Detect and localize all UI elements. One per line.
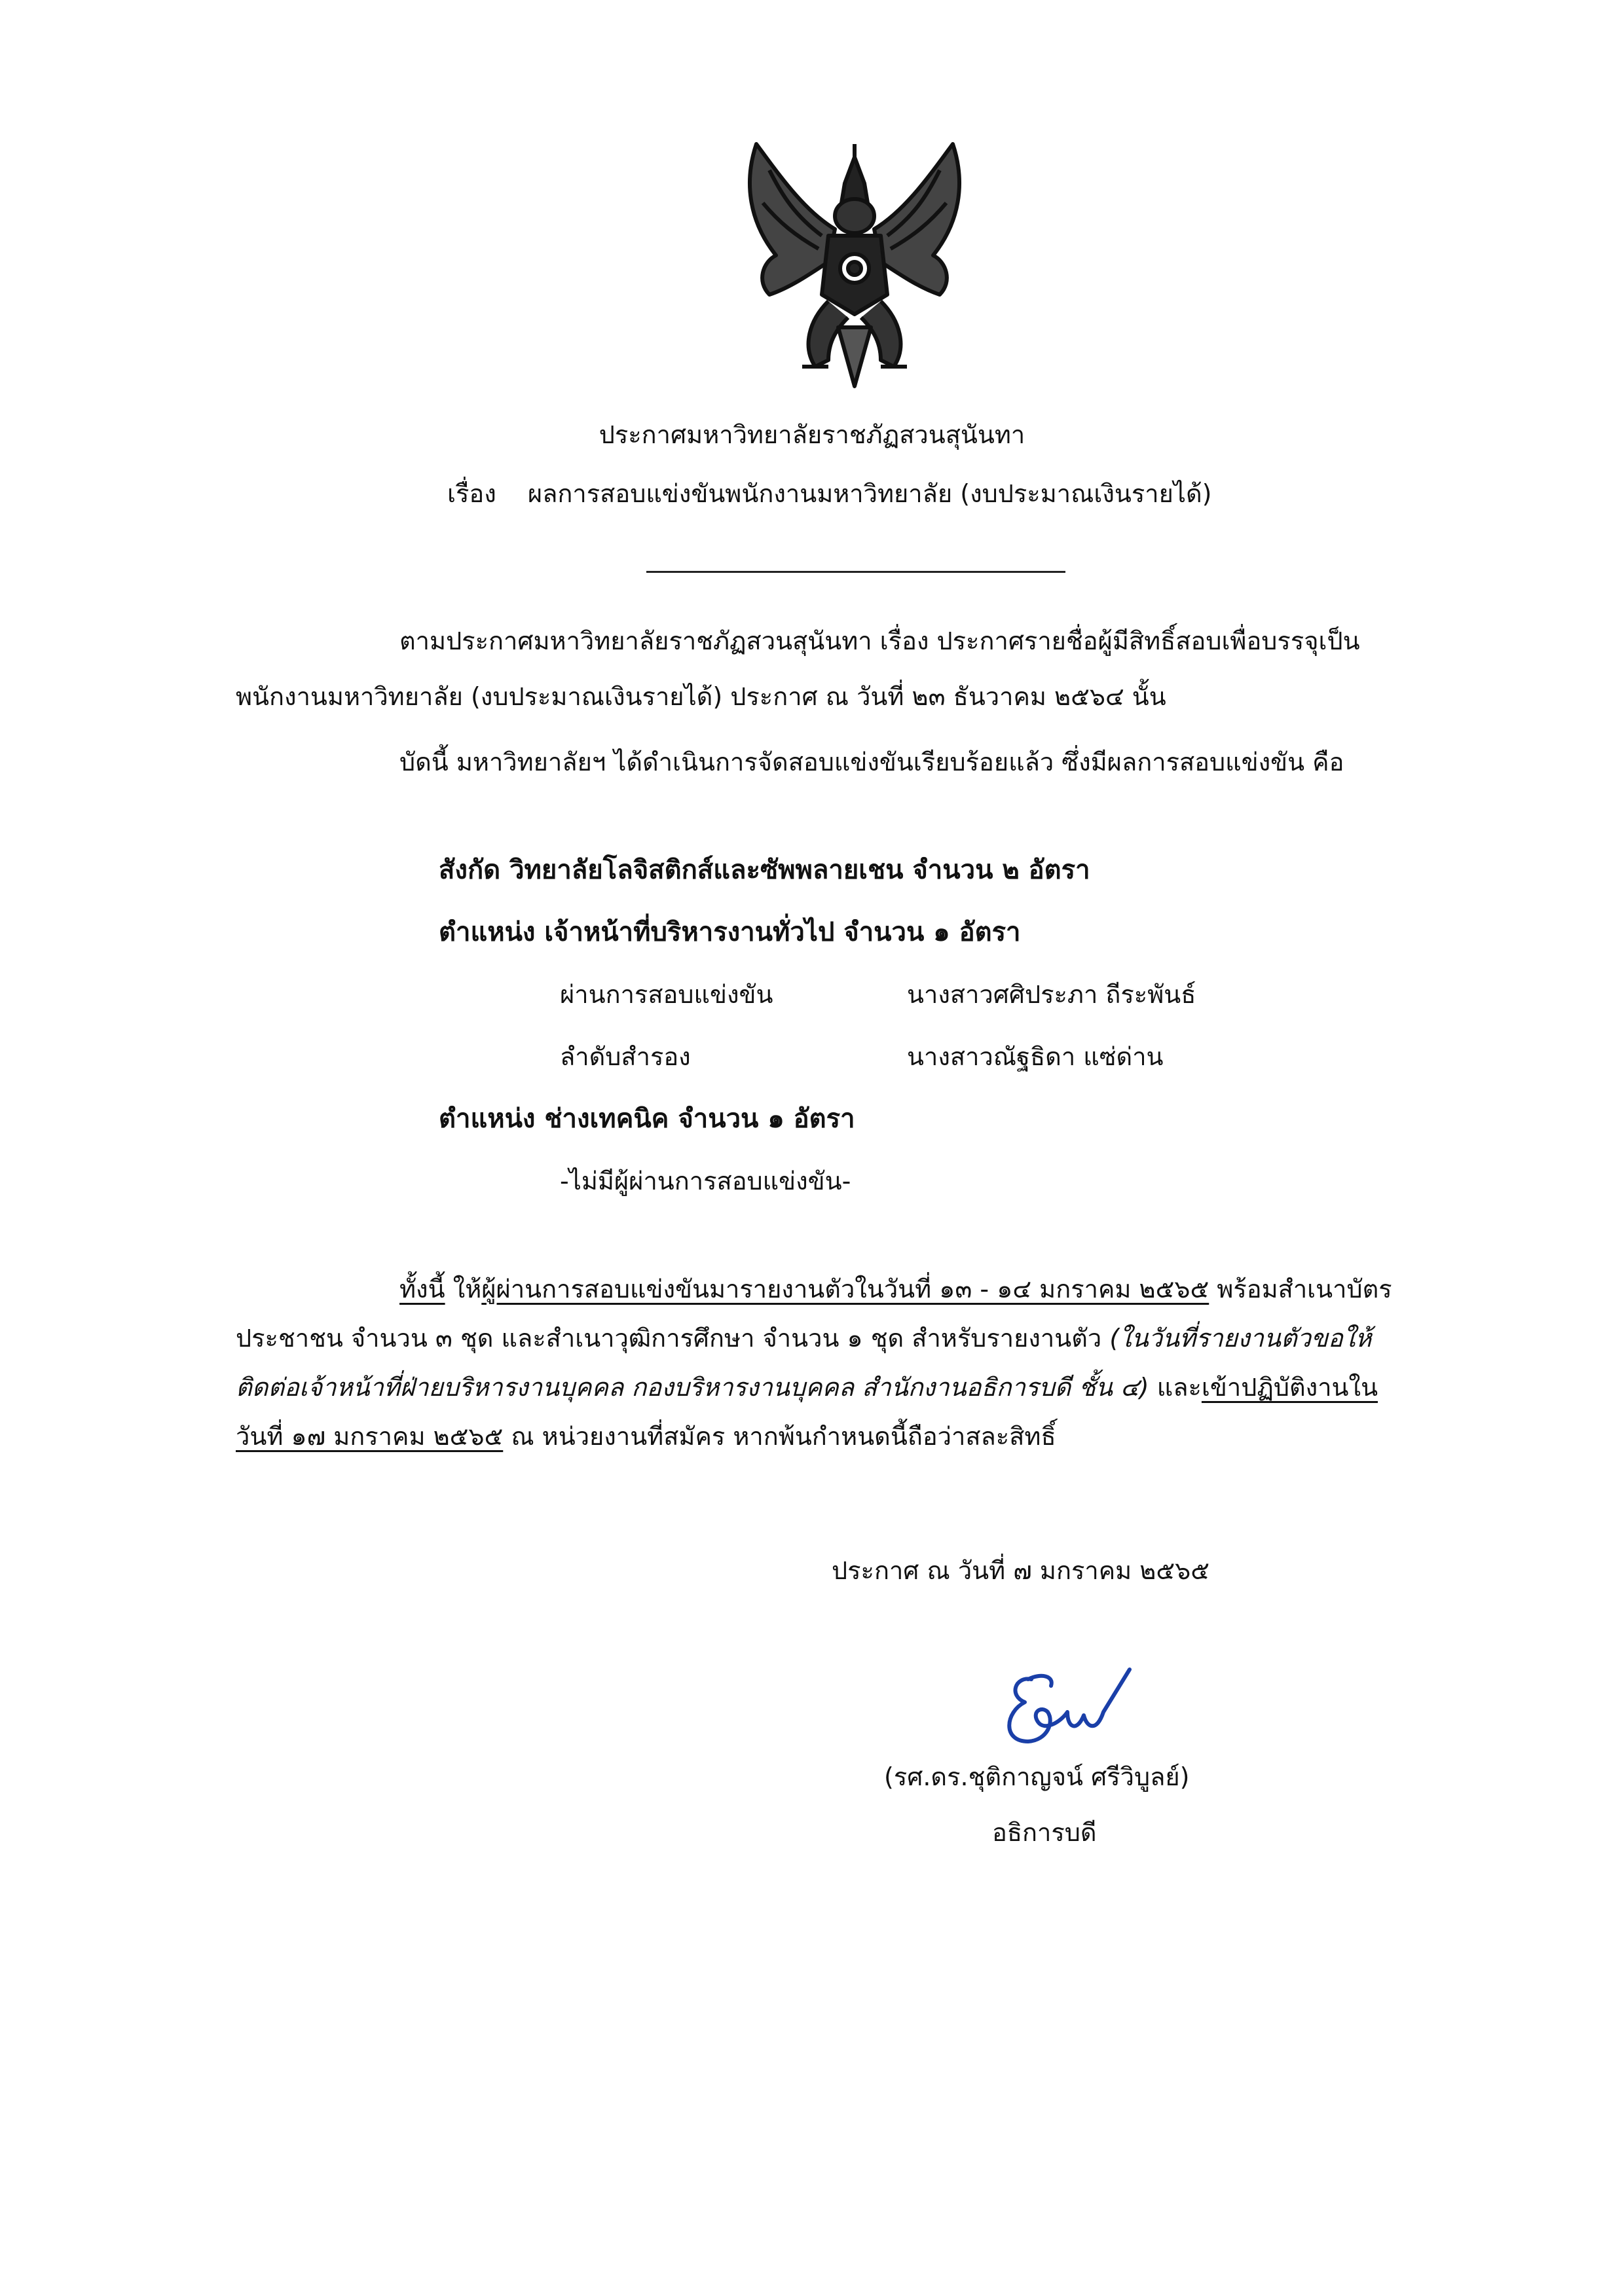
notice-text: ณ หน่วยงานที่สมัคร หากพ้นกำหนดนี้ถือว่าสละสิทธิ์ <box>503 1422 1056 1451</box>
garuda-emblem-icon <box>730 131 979 393</box>
notice-line-2 <box>236 1322 1371 1354</box>
result-row-name: นางสาวศศิประภา ถีระพันธ์ <box>907 980 1196 1009</box>
notice-text: ให้ <box>445 1275 482 1303</box>
handwritten-signature-icon <box>969 1650 1166 1761</box>
notice-text: ประชาชน จำนวน ๓ ชุด และสำเนาวุฒิการศึกษา จำนวน ๑ ชุด สำหรับรายงานตัว <box>236 1324 1110 1353</box>
intro-paragraph-line-2: พนักงานมหาวิทยาลัย (งบประมาณเงินรายได้) ประกาศ ณ วันที่ ๒๓ ธันวาคม ๒๕๖๔ นั้น <box>236 682 1166 711</box>
notice-emphasis: ทั้งนี้ <box>399 1275 445 1303</box>
start-work-date: วันที่ ๑๗ มกราคม ๒๕๖๕ <box>236 1422 504 1451</box>
report-date-text: ผู้ผ่านการสอบแข่งขันมารายงานตัวในวันที่ ๑๓ - ๑๔ มกราคม ๒๕๖๕ <box>481 1275 1209 1303</box>
subject-text: ผลการสอบแข่งขันพนักงานมหาวิทยาลัย (งบประมาณเงินรายได้) <box>527 479 1212 508</box>
no-pass-note: -ไม่มีผู้ผ่านการสอบแข่งขัน- <box>560 1167 851 1195</box>
notice-line-4 <box>236 1421 1056 1452</box>
unit-heading: สังกัด วิทยาลัยโลจิสติกส์และซัพพลายเชน จำนวน ๒ อัตรา <box>439 855 1090 885</box>
page-title: ประกาศมหาวิทยาลัยราชภัฏสวนสุนันทา <box>599 420 1025 449</box>
subject-line <box>447 478 1212 509</box>
position-heading-1: ตำแหน่ง เจ้าหน้าที่บริหารงานทั่วไป จำนวน ๑ อัตรา <box>439 917 1021 947</box>
subject-label: เรื่อง <box>447 479 496 508</box>
notice-line-3 <box>236 1372 1378 1403</box>
start-work-text: เข้าปฏิบัติงานใน <box>1201 1373 1378 1402</box>
notice-italic-text: ติดต่อเจ้าหน้าที่ฝ่ายบริหารงานบุคคล กองบริหารงานบุคคล สำนักงานอธิการบดี ชั้น ๔) <box>236 1373 1149 1402</box>
notice-text: พร้อมสำเนาบัตร <box>1209 1275 1392 1303</box>
notice-text: และ <box>1149 1373 1202 1402</box>
notice-line-1 <box>399 1273 1392 1305</box>
result-row-name: นางสาวณัฐธิดา แซ่ด่าน <box>907 1042 1164 1071</box>
intro-paragraph-line-1: ตามประกาศมหาวิทยาลัยราชภัฏสวนสุนันทา เรื่อง ประกาศรายชื่อผู้มีสิทธิ์สอบเพื่อบรรจุเป็น <box>399 627 1360 655</box>
signer-name: (รศ.ดร.ชุติกาญจน์ ศรีวิบูลย์) <box>884 1762 1190 1791</box>
intro-paragraph-2: บัดนี้ มหาวิทยาลัยฯ ได้ดำเนินการจัดสอบแข่งขันเรียบร้อยแล้ว ซึ่งมีผลการสอบแข่งขัน คือ <box>399 748 1344 776</box>
announce-date: ประกาศ ณ วันที่ ๗ มกราคม ๒๕๖๕ <box>832 1556 1209 1585</box>
title-divider <box>646 571 1065 573</box>
result-row-status: ผ่านการสอบแข่งขัน <box>560 980 773 1009</box>
position-heading-2: ตำแหน่ง ช่างเทคนิค จำนวน ๑ อัตรา <box>439 1104 855 1134</box>
signer-title: อธิการบดี <box>992 1818 1097 1847</box>
result-row-status: ลำดับสำรอง <box>560 1042 691 1071</box>
notice-italic-text: (ในวันที่รายงานตัวขอให้ <box>1109 1324 1372 1353</box>
